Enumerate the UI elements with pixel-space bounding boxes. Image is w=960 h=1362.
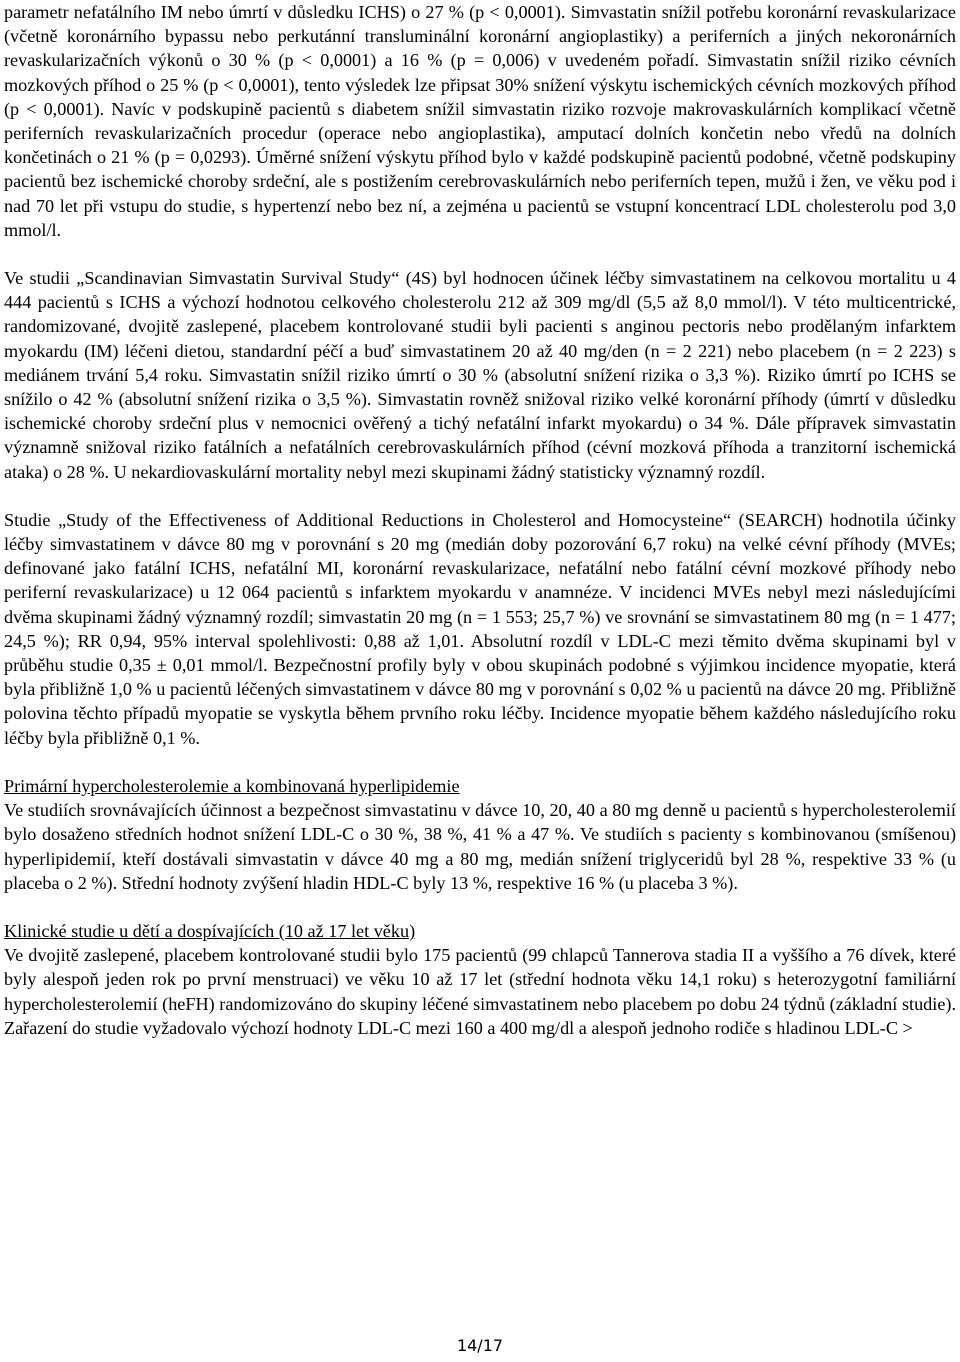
paragraph-spacer [4, 484, 956, 508]
paragraph-heart-protection-results: parametr nefatálního IM nebo úmrtí v důsledku ICHS) o 27 % (p < 0,0001). Simvastatin snížil potřebu koronární revaskularizace (včetně koronárního bypassu nebo perkutánní transluminální koronární angioplastiky) a periferních a jiných nekoronárních revaskularizačních výkonů o 30 % (p < 0,0001) a 16 % (p = 0,006) v uvedeném pořadí. Simvastatin snížil riziko cévních mozkových příhod o 25 % (p < 0,0001), tento výsledek lze připsat 30% snížení výskytu ischemických cévních mozkových příhod (p < 0,0001). Navíc v podskupině pacientů s diabetem snížil simvastatin riziko rozvoje makrovaskulárních komplikací včetně periferních revaskularizačních procedur (operace nebo angioplastika), amputací dolních končetin nebo vředů na dolních končetinách o 21 % (p = 0,0293). Úměrné snížení výskytu příhod bylo v každé podskupině pacientů podobné, včetně podskupiny pacientů bez ischemické choroby srdeční, ale s postižením cerebrovaskulárních nebo periferních tepen, mužů i žen, ve věku pod i nad 70 let při vstupu do studie, s hypertenzí nebo bez ní, a zejména u pacientů se vstupní koncentrací LDL cholesterolu pod 3,0 mmol/l. [4, 2, 956, 240]
paragraph-pediatric-studies: Ve dvojitě zaslepené, placebem kontrolované studii bylo 175 pacientů (99 chlapců Tannerova stadia II a vyššího a 76 dívek, které byly alespoň jeden rok po první menstruaci) ve věku 10 až 17 let (střední hodnota věku 14,1 roku) s heterozygotní familiární hypercholesterolemií (heFH) randomizováno do skupiny léčené simvastatinem nebo placebem po dobu 24 týdnů (základní studie). Zařazení do studie vyžadovalo výchozí hodnoty LDL-C mezi 160 a 400 mg/dl a alespoň jednoho rodiče s hladinou LDL-C > [4, 945, 956, 1038]
section-heading-pediatric-studies: Klinické studie u dětí a dospívajících (10 až 17 let věku) [4, 920, 416, 941]
paragraph-4s-study: Ve studii „Scandinavian Simvastatin Survival Study“ (4S) byl hodnocen účinek léčby simvastatinem na celkovou mortalitu u 4 444 pacientů s ICHS a výchozí hodnotou celkového cholesterolu 212 až 309 mg/dl (5,5 až 8,0 mmol/l). V této multicentrické, randomizované, dvojitě zaslepené, placebem kontrolované studii byli pacienti s anginou pectoris nebo prodělaným infarktem myokardu (IM) léčeni dietou, standardní péčí a buď simvastatinem 20 až 40 mg/den (n = 2 221) nebo placebem (n = 2 223) s mediánem trvání 5,4 roku. Simvastatin snížil riziko úmrtí o 30 % (absolutní snížení rizika o 3,3 %). Riziko úmrtí po ICHS se snížilo o 42 % (absolutní snížení rizika o 3,5 %). Simvastatin rovněž snižoval riziko velké koronární příhody (úmrtí v důsledku ischemické choroby srdeční plus v nemocnici ověřený a tichý nefatální infarkt myokardu) o 34 %. Dále přípravek simvastatin významně snižoval riziko fatálních a nefatálních cerebrovaskulárních příhod (cévní mozková příhoda a tranzitorní ischemická ataka) o 28 %. U nekardiovaskulární mortality nebyl mezi skupinami žádný statisticky významný rozdíl. [4, 268, 956, 482]
paragraph-spacer [4, 895, 956, 919]
paragraph-search-study: Studie „Study of the Effectiveness of Additional Reductions in Cholesterol and Homocysteine“ (SEARCH) hodnotila účinky léčby simvastatinem v dávce 80 mg v porovnání s 20 mg (medián doby pozorování 6,7 roku) na velké cévní příhody (MVEs; definované jako fatální ICHS, nefatální MI, koronární revaskularizace, nefatální nebo fatální cévní mozkové příhody nebo periferní revaskularizace) u 12 064 pacientů s infarktem myokardu v anamnéze. V incidenci MVEs nebyl mezi následujícími dvěma skupinami žádný významný rozdíl; simvastatin 20 mg (n = 1 553; 25,7 %) ve srovnání se simvastatinem 80 mg (n = 1 477; 24,5 %); RR 0,94, 95% interval spolehlivosti: 0,88 až 1,01. Absolutní rozdíl v LDL-C mezi těmito dvěma skupinami byl v průběhu studie 0,35 ± 0,01 mmol/l. Bezpečnostní profily byly v obou skupinách podobné s výjimkou incidence myopatie, která byla přibližně 1,0 % u pacientů léčených simvastatinem v dávce 80 mg v porovnání s 0,02 % u pacientů na dávce 20 mg. Přibližně polovina těchto případů myopatie se vyskytla během prvního roku léčby. Incidence myopatie během každého následujícího roku léčby byla přibližně 0,1 %. [4, 509, 956, 748]
page-number: 14/17 [456, 1336, 504, 1355]
section-heading-hypercholesterolemia: Primární hypercholesterolemie a kombinovaná hyperlipidemie [4, 775, 460, 796]
paragraph-spacer [4, 242, 956, 266]
paragraph-hypercholesterolemia: Ve studiích srovnávajících účinnost a bezpečnost simvastatinu v dávce 10, 20, 40 a 80 mg denně u pacientů s hypercholesterolemií bylo dosaženo středních hodnot snížení LDL-C o 30 %, 38 %, 41 % a 47 %. Ve studiích s pacienty s kombinovanou (smíšenou) hyperlipidemií, kteří dostávali simvastatin v dávce 40 mg a 80 mg, medián snížení triglyceridů byl 28 %, respektive 33 % (u placeba o 2 %). Střední hodnoty zvýšení hladin HDL-C byly 13 %, respektive 16 % (u placeba 3 %). [4, 800, 956, 893]
paragraph-spacer [4, 750, 956, 774]
